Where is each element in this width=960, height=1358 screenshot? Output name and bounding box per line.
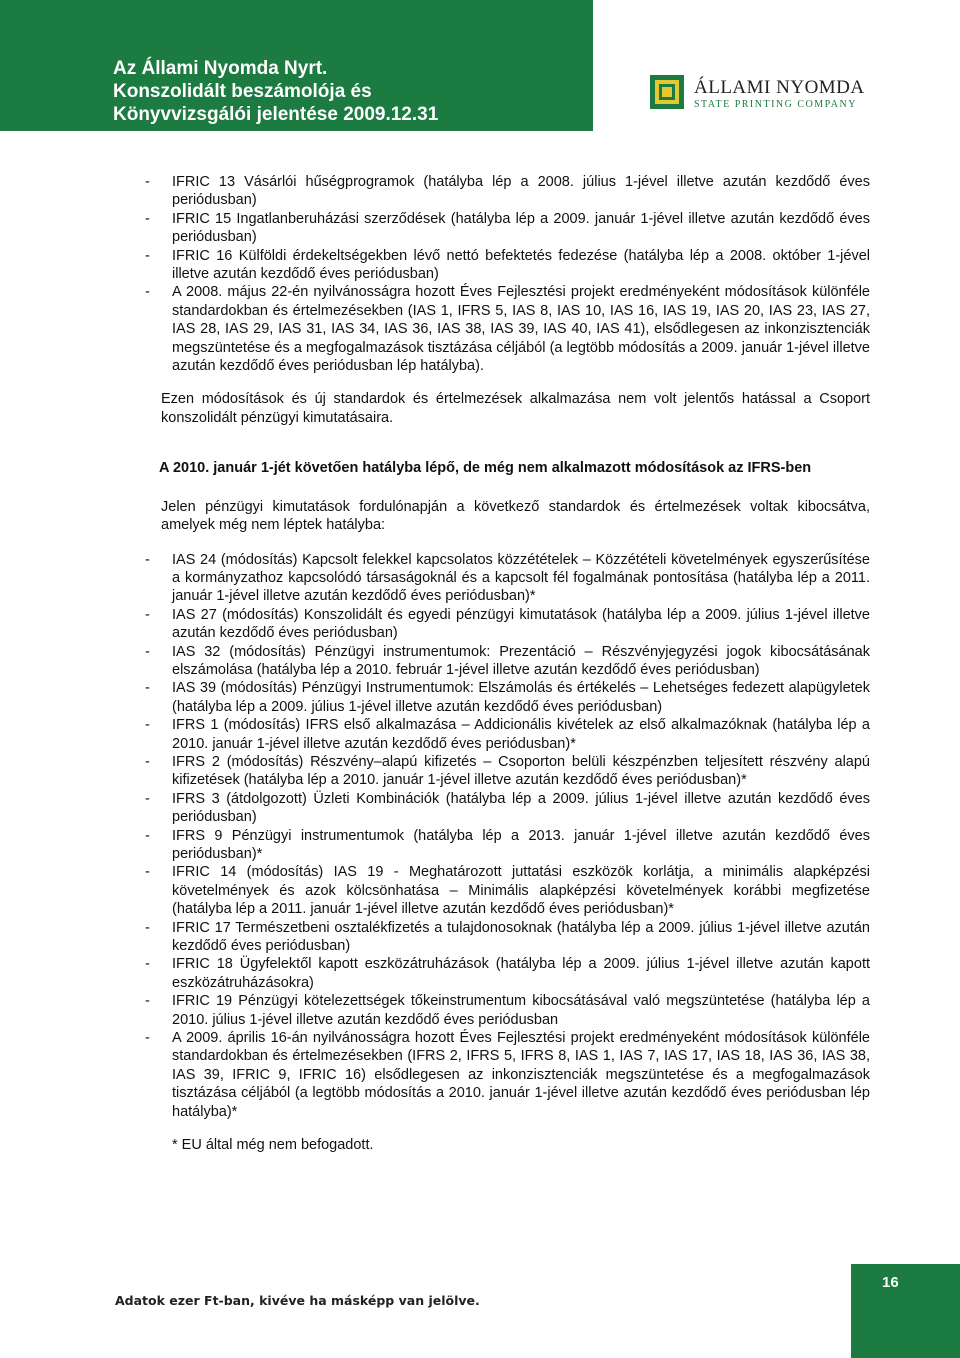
logo-mark-icon — [650, 75, 684, 109]
page-number: 16 — [882, 1274, 899, 1291]
page-number-box — [851, 1264, 960, 1358]
footnote: * EU által még nem befogadott. — [172, 1137, 374, 1154]
title-line-3: Könyvvizsgálói jelentése 2009.12.31 — [113, 104, 439, 125]
list-item: - IFRIC 18 Ügyfelektől kapott eszközátruházások (hatályba lép a 2009. július 1-jével illetve azután kapott eszközátruházásokra) — [143, 955, 870, 992]
list-item: - IFRS 2 (módosítás) Részvény–alapú kifizetés – Csoporton belüli készpénzben teljesített részvény alapú kifizetések (hatályba lép a 2010. január 1-jével illetve azután kezdődő éves periódusban)* — [143, 753, 870, 790]
title-line-2: Konszolidált beszámolója és — [113, 81, 372, 102]
logo-subtitle: STATE PRINTING COMPANY — [694, 99, 857, 110]
list-item: - A 2009. április 16-án nyilvánosságra hozott Éves Fejlesztési projekt eredményeként módosítások különféle standardokban és értelmezésekben (IFRS 2, IFRS 5, IFRS 8, IAS 1, IAS 7, IAS 17, IAS 18, IAS 36, IAS 38, IAS 39, IFRIC 9, IFRIC 16) elsődlegesen az inkonzisztenciák megszüntetése és a megfogalmazások tisztázása céljából (a legtöbb módosítás a 2010. január 1-jével illetve azután kezdődő éves periódusban lép hatályba)* — [143, 1029, 870, 1121]
logo-name: ÁLLAMI NYOMDA — [694, 77, 865, 98]
list-item: - IFRIC 17 Természetbeni osztalékfizetés a tulajdonosoknak (hatályba lép a 2009. július 1-jével illetve azután kezdődő éves periódusban) — [143, 919, 870, 956]
list-item: - IFRIC 16 Külföldi érdekeltségekben lévő nettó befektetés fedezése (hatályba lép a 2008. október 1-jével illetve azután kezdődő éves periódusban) — [143, 247, 870, 284]
main-content — [143, 173, 870, 1155]
title-line-1: Az Állami Nyomda Nyrt. — [113, 58, 328, 79]
document-title — [113, 57, 583, 126]
paragraph-impact: Ezen módosítások és új standardok és értelmezések alkalmazása nem volt jelentős hatással a Csoport konszolidált pénzügyi kimutatásaira. — [161, 391, 870, 426]
company-logo — [650, 75, 870, 115]
list-item: - IFRIC 15 Ingatlanberuházási szerződések (hatályba lép a 2009. január 1-jével illetve azután kezdődő éves periódusban) — [143, 210, 870, 247]
list-item: - IFRIC 19 Pénzügyi kötelezettségek tőkeinstrumentum kibocsátásával való megszüntetése (hatályba lép a 2010. július 1-jével illetve azután kezdődő éves periódusban — [143, 992, 870, 1029]
list-item: - IFRS 3 (átdolgozott) Üzleti Kombinációk (hatályba lép a 2009. július 1-jével illetve azután kezdődő éves periódusban) — [143, 790, 870, 827]
list-item: - IFRIC 13 Vásárlói hűségprogramok (hatályba lép a 2008. július 1-jével illetve azután kezdődő éves periódusban) — [143, 173, 870, 210]
list-item: - IFRIC 14 (módosítás) IAS 19 - Meghatározott juttatási eszközök korlátja, a minimális alapképzési követelmények és azok kölcsönhatása – Minimális alapképzési követelmények korábbi megfizetése (hatályba lép a 2011. január 1-jével illetve azután kezdődő éves periódusban)* — [143, 863, 870, 918]
list-item: - IFRS 1 (módosítás) IFRS első alkalmazása – Addicionális kivételek az első alkalmazóknak (hatályba lép a 2010. január 1-jével illetve azután kezdődő éves periódusban)* — [143, 716, 870, 753]
list-item: - IAS 32 (módosítás) Pénzügyi instrumentumok: Prezentáció – Részvényjegyzési jogok kibocsátásának elszámolása (hatályba lép a 2010. február 1-jével illetve azután kezdődő éves periódusban) — [143, 643, 870, 680]
pending-standards-list — [143, 551, 870, 1122]
list-item: - IAS 39 (módosítás) Pénzügyi Instrumentumok: Elszámolás és értékelés – Lehetséges fedezett alapügyletek (hatályba lép a 2009. július 1-jével illetve azután kezdődő éves periódusban) — [143, 679, 870, 716]
section-heading: A 2010. január 1-jét követően hatályba lépő, de még nem alkalmazott módosítások az IFRS-ben — [159, 460, 812, 477]
footer-note: Adatok ezer Ft-ban, kivéve ha másképp van jelölve. — [115, 1293, 480, 1308]
paragraph-intro: Jelen pénzügyi kimutatások fordulónapján a következő standardok és értelmezések voltak kibocsátva, amelyek még nem léptek hatályba: — [161, 498, 870, 534]
list-item: - IFRS 9 Pénzügyi instrumentumok (hatályba lép a 2013. január 1-jével illetve azután kezdődő éves periódusban)* — [143, 827, 870, 864]
list-item: - IAS 27 (módosítás) Konszolidált és egyedi pénzügyi kimutatások (hatályba lép a 2009. július 1-jével illetve azután kezdődő éves periódusban) — [143, 606, 870, 643]
list-item: - IAS 24 (módosítás) Kapcsolt felekkel kapcsolatos közzétételek – Közzétételi követelmények egyszerűsítése a kormányzathoz kapcsolódó társaságoknál és a kapcsolt fél fogalmának pontosítása (hatályba lép a 2011. január 1-jével illetve azután kezdődő éves periódusban)* — [143, 551, 870, 606]
list-item: - A 2008. május 22-én nyilvánosságra hozott Éves Fejlesztési projekt eredményeként módosítások különféle standardokban és értelmezésekben (IAS 1, IFRS 5, IAS 8, IAS 10, IAS 16, IAS 19, IAS 20, IAS 23, IAS 27, IAS 28, IAS 29, IAS 31, IAS 34, IAS 36, IAS 38, IAS 39, IAS 40, IAS 41), elsődlegesen az inkonzisztenciák megszüntetése és a megfogalmazások tisztázása céljából (a legtöbb módosítás a 2009. január 1-jével illetve azután kezdődő éves periódusban lép hatályba). — [143, 283, 870, 375]
adopted-standards-list — [143, 173, 870, 375]
